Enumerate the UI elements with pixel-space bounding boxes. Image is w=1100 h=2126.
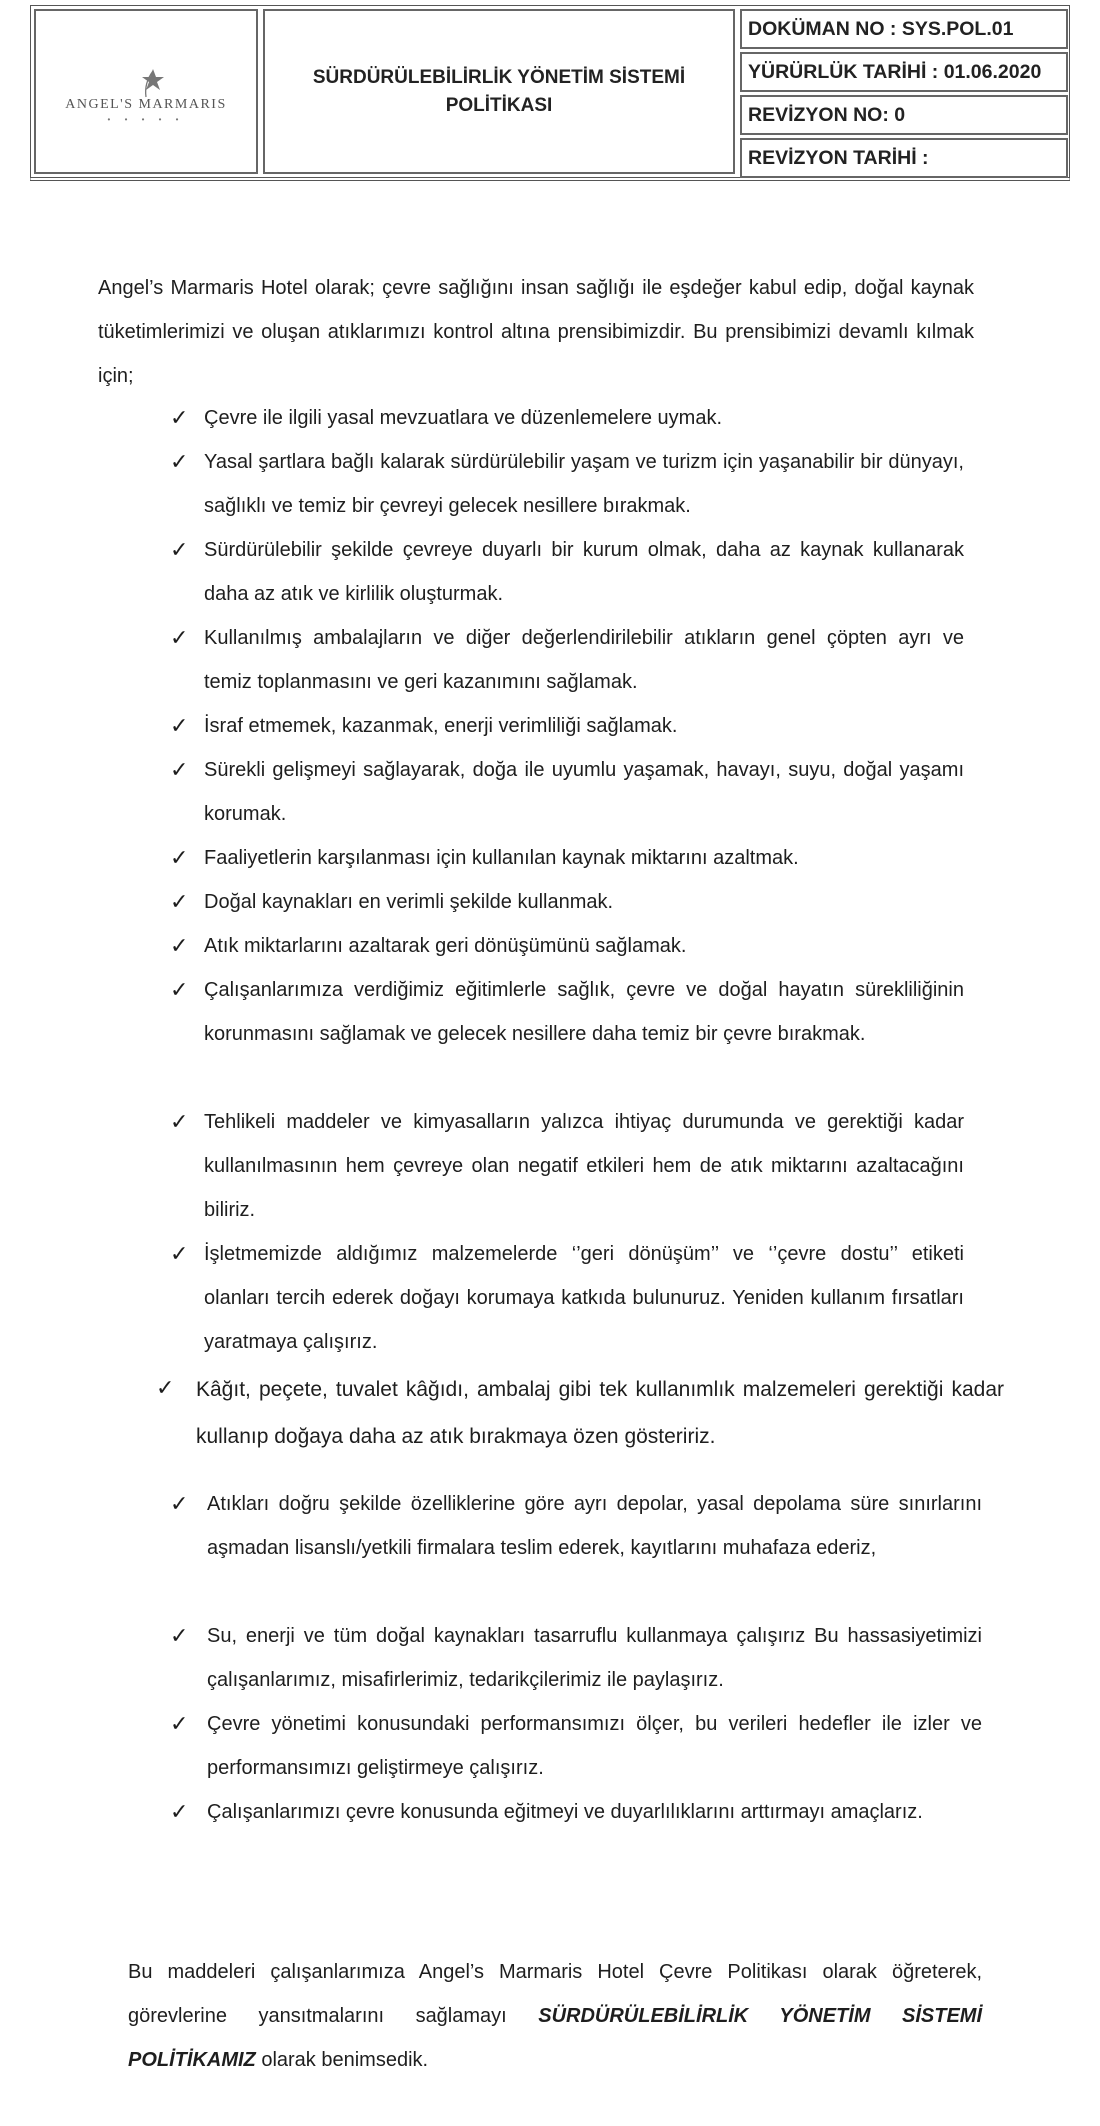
checkmark-icon: ✓ <box>170 1623 189 1648</box>
revision-date: REVİZYON TARİHİ : <box>748 146 929 169</box>
policy-item-text: İşletmemizde aldığımız malzemelerde ‘’geri dönüşüm’’ ve ‘’çevre dostu’’ etiketi olanları tercih ederek doğayı korumaya katkıda bulunuruz. Yeniden kullanım fırsatları yaratmaya çalışırız. <box>204 1243 964 1353</box>
policy-item-text: Çevre yönetimi konusundaki performansımızı ölçer, bu verileri hedefler ile izler ve performansımızı geliştirmeye çalışırız. <box>207 1713 982 1779</box>
doc-no-cell <box>740 9 1068 49</box>
closing-emphasis: SÜRDÜRÜLEBİLİRLİK YÖNETİM SİSTEMİ POLİTİKAMIZ <box>128 2005 982 2071</box>
checkmark-icon: ✓ <box>170 449 189 474</box>
policy-item-text: Faaliyetlerin karşılanması için kullanılan kaynak miktarını azaltmak. <box>204 847 799 869</box>
checkmark-icon: ✓ <box>170 1241 189 1266</box>
logo-cell <box>34 9 258 174</box>
policy-item-text: Çalışanlarımızı çevre konusunda eğitmeyi ve duyarlılıklarını arttırmayı amaçlarız. <box>207 1801 923 1823</box>
closing-text-before: Bu maddeleri çalışanlarımıza Angel’s Marmaris Hotel Çevre Politikası olarak öğreterek, görevlerine yansıtmalarını sağlamayı <box>128 1961 982 2027</box>
checkmark-icon: ✓ <box>170 713 189 738</box>
hotel-logo <box>36 11 256 172</box>
revision-no-cell <box>740 95 1068 135</box>
checkmark-icon: ✓ <box>170 1799 189 1824</box>
checkmark-icon: ✓ <box>170 845 189 870</box>
effective-date-cell <box>740 52 1068 92</box>
checkmark-icon: ✓ <box>170 405 189 430</box>
policy-item-text: İsraf etmemek, kazanmak, enerji verimliliği sağlamak. <box>204 715 678 737</box>
checkmark-icon: ✓ <box>170 1491 189 1516</box>
document-title-cell <box>263 9 735 174</box>
intro-paragraph: Angel’s Marmaris Hotel olarak; çevre sağlığını insan sağlığı ile eşdeğer kabul edip, doğal kaynak tüketimlerimizi ve oluşan atıklarımızı kontrol altına prensibimizdir. Bu prensibimizi devamlı kılmak için; <box>98 277 974 387</box>
checkmark-icon: ✓ <box>170 537 189 562</box>
policy-item-text: Su, enerji ve tüm doğal kaynakları tasarruflu kullanmaya çalışırız Bu hassasiyetimizi çalışanlarımız, misafirlerimiz, tedarikçilerimiz ile paylaşırız. <box>207 1625 982 1691</box>
checkmark-icon: ✓ <box>170 625 189 650</box>
checkmark-icon: ✓ <box>170 757 189 782</box>
revision-date-cell <box>740 138 1068 178</box>
checkmark-icon: ✓ <box>170 1109 189 1134</box>
policy-item-text: Atık miktarlarını azaltarak geri dönüşümünü sağlamak. <box>204 935 687 957</box>
policy-item-text: Tehlikeli maddeler ve kimyasalların yalızca ihtiyaç durumunda ve gerektiği kadar kullanılmasının hem çevreye olan negatif etkileri hem de atık miktarını azaltacağını biliriz. <box>204 1111 964 1221</box>
policy-item-text: Yasal şartlara bağlı kalarak sürdürülebilir yaşam ve turizm için yaşanabilir bir dünyayı, sağlıklı ve temiz bir çevreyi gelecek nesillere bırakmak. <box>204 451 964 517</box>
logo-text: ANGEL'S MARMARIS <box>65 97 227 112</box>
policy-item-text: Sürdürülebilir şekilde çevreye duyarlı bir kurum olmak, daha az kaynak kullanarak daha az atık ve kirlilik oluşturmak. <box>204 539 964 605</box>
checkmark-icon: ✓ <box>170 1711 189 1736</box>
policy-item-text: Çevre ile ilgili yasal mevzuatlara ve düzenlemelere uymak. <box>204 407 722 429</box>
policy-item-text: Atıkları doğru şekilde özelliklerine göre ayrı depolar, yasal depolama süre sınırlarını aşmadan lisanslı/yetkili firmalara teslim ederek, kayıtlarını muhafaza ederiz, <box>207 1493 982 1559</box>
document-header <box>30 5 1070 181</box>
revision-no: REVİZYON NO: 0 <box>748 103 906 126</box>
doc-no: DOKÜMAN NO : SYS.POL.01 <box>748 17 1014 40</box>
policy-item-text: Kullanılmış ambalajların ve diğer değerlendirilebilir atıkların genel çöpten ayrı ve temiz toplanmasını ve geri kazanımını sağlamak. <box>204 627 964 693</box>
checkmark-icon: ✓ <box>156 1375 175 1400</box>
policy-item-text: Kâğıt, peçete, tuvalet kâğıdı, ambalaj gibi tek kullanımlık malzemeleri gerektiği kadar kullanıp doğaya daha az atık bırakmaya özen gösteririz. <box>196 1378 1004 1448</box>
document-title: SÜRDÜRÜLEBİLİRLİK YÖNETİM SİSTEMİ POLİTİKASI <box>312 66 686 116</box>
closing-text-after: olarak benimsedik. <box>255 2049 429 2071</box>
logo-dots: • • • • • <box>107 115 185 124</box>
checkmark-icon: ✓ <box>170 977 189 1002</box>
checkmark-icon: ✓ <box>170 889 189 914</box>
policy-item-text: Sürekli gelişmeyi sağlayarak, doğa ile uyumlu yaşamak, havayı, suyu, doğal yaşamı korumak. <box>204 759 964 825</box>
closing-paragraph <box>128 1950 982 2082</box>
checkmark-icon: ✓ <box>170 933 189 958</box>
policy-item-text: Çalışanlarımıza verdiğimiz eğitimlerle sağlık, çevre ve doğal hayatın sürekliliğinin korunmasını sağlamak ve gelecek nesillere daha temiz bir çevre bırakmak. <box>204 979 964 1045</box>
effective-date: YÜRÜRLÜK TARİHİ : 01.06.2020 <box>748 60 1042 83</box>
policy-item-text: Doğal kaynakları en verimli şekilde kullanmak. <box>204 891 614 913</box>
